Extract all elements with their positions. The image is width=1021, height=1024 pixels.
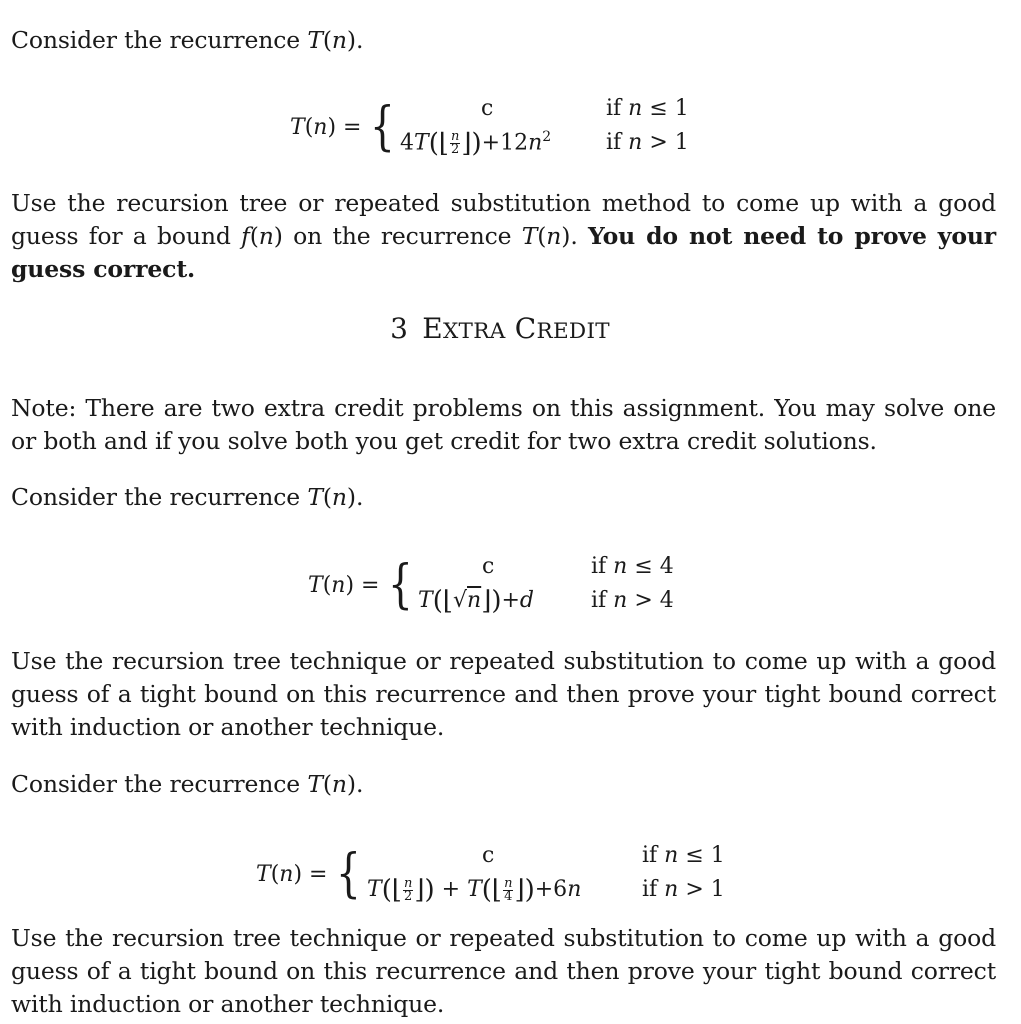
section-heading: 3 EXTRA CREDIT bbox=[390, 312, 610, 345]
recurrence-equation-1: T(n) = { c if n ≤ 1 4T(⌊ $\frac{n}{2}$ $⌋)+12n^2$ if n > 1 bbox=[290, 96, 689, 159]
paragraph-instruction-2: Use the recursion tree technique or repeated substitution to come up with a good guess of a tight bound on this recurrence and then prove your tight bound correct with induction or another technique. bbox=[11, 647, 996, 741]
paragraph-consider-3: Consider the recurrence T(n). bbox=[11, 770, 364, 798]
recurrence-equation-3: T(n) = { c if n ≤ 1 T(⌊ $\frac{n}{2}$ ⌋) + T(⌊ $\frac{n}{4}$ ⌋)+6n if n > 1 bbox=[256, 843, 725, 905]
paragraph-consider-1: Consider the recurrence T(n). bbox=[11, 26, 364, 54]
paragraph-consider-2: Consider the recurrence T(n). bbox=[11, 483, 364, 511]
paragraph-instruction-1: Use the recursion tree or repeated substitution method to come up with a good guess for a bound f(n) on the recurrence T(n). You do not need to prove your guess correct. bbox=[11, 189, 997, 283]
paragraph-note: Note: There are two extra credit problems on this assignment. You may solve one or both and if you solve both you get credit for two extra credit solutions. bbox=[11, 394, 996, 455]
recurrence-equation-2: T(n) = { c if n ≤ 4 T(⌊√n⌋)+d if n > 4 bbox=[308, 554, 674, 616]
paragraph-instruction-3: Use the recursion tree technique or repeated substitution to come up with a good guess of a tight bound on this recurrence and then prove your tight bound correct with induction or another technique. bbox=[11, 924, 996, 1018]
